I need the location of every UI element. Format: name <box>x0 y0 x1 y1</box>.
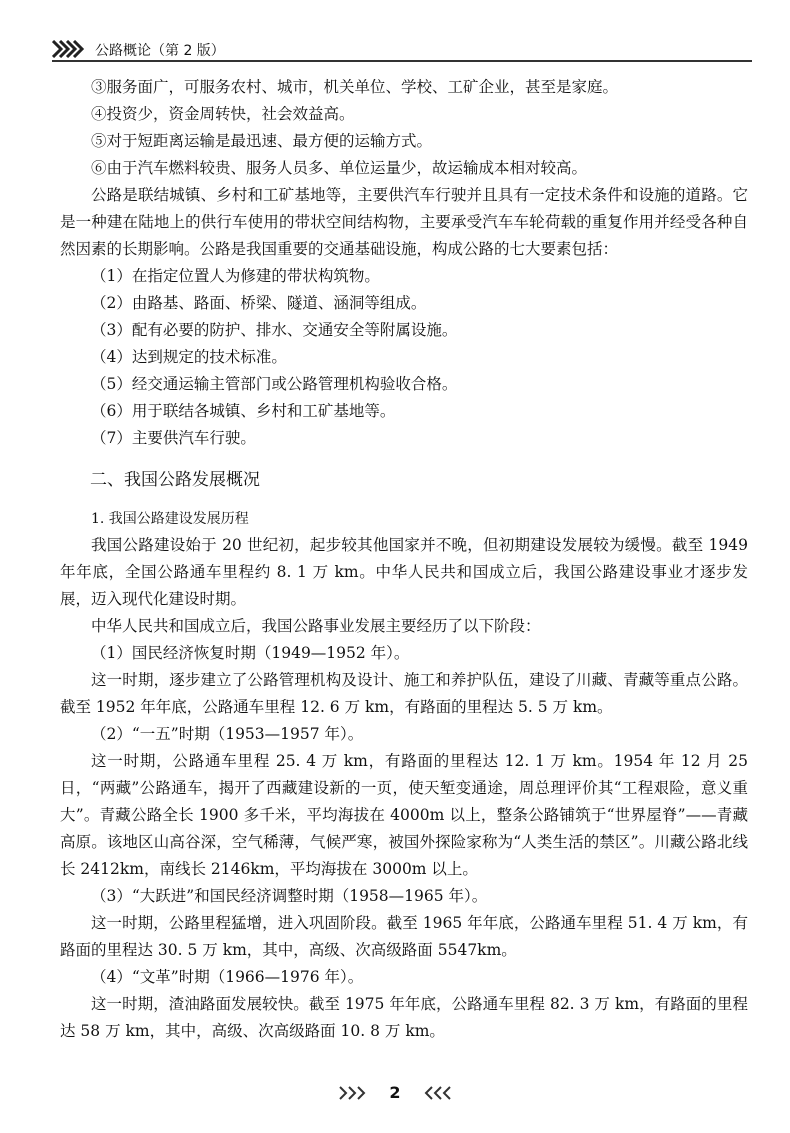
list-item: （7）主要供汽车行驶。 <box>91 429 256 447</box>
list-item: ③服务面广，可服务农村、城市，机关单位、学校、工矿企业，甚至是家庭。 <box>91 78 619 96</box>
running-header <box>52 38 752 62</box>
section-heading: 二、我国公路发展概况 <box>90 470 260 490</box>
triple-chevron-left-icon <box>418 1086 452 1100</box>
list-item: ⑥由于汽车燃料较贵、服务人员多、单位运量少，故运输成本相对较高。 <box>91 159 588 177</box>
list-item: （6）用于联结各城镇、乡村和工矿基地等。 <box>91 402 396 420</box>
double-chevron-right-icon <box>52 40 90 58</box>
paragraph: 这一时期，公路通车里程 25. 4 万 km，有路面的里程达 12. 1 万 km。1954 年 12 月 25 日，“两藏”公路通车，揭开了西藏建设新的一页，使天堑变通途，周总理评价其“工程艰险，意义重大”。青藏公路全长 1900 多千米，平均海拔在 4000m 以上，整条公路铺筑于“世界屋脊”——青藏高原。该地区山高谷深，空气稀薄，气候严寒，被国外探险家称为“人类生活的禁区”。川藏公路北线长 2412km，南线长 2146km，平均海拔在 3000m 以上。 <box>60 752 748 878</box>
list-item: （2）由路基、路面、桥梁、隧道、涵洞等组成。 <box>91 294 427 312</box>
paragraph: 这一时期，渣油路面发展较快。截至 1975 年年底，公路通车里程 82. 3 万 km，有路面的里程达 58 万 km，其中，高级、次高级路面 10. 8 万 km。 <box>60 995 748 1040</box>
list-item: ⑤对于短距离运输是最迅速、最方便的运输方式。 <box>91 132 433 150</box>
list-item: （4）达到规定的技术标准。 <box>91 348 287 366</box>
list-item: （3）配有必要的防护、排水、交通安全等附属设施。 <box>91 321 458 339</box>
stage-heading: （2）“一五”时期（1953—1957 年）。 <box>91 725 364 743</box>
stage-heading: （1）国民经济恢复时期（1949—1952 年）。 <box>91 644 410 662</box>
paragraph: 中华人民共和国成立后，我国公路事业发展主要经历了以下阶段： <box>91 617 541 635</box>
list-item: ④投资少，资金周转快，社会效益高。 <box>91 105 355 123</box>
subsection-heading: 1. 我国公路建设发展历程 <box>91 511 249 527</box>
paragraph: 这一时期，逐步建立了公路管理机构及设计、施工和养护队伍，建设了川藏、青藏等重点公路。截至 1952 年年底，公路通车里程 12. 6 万 km，有路面的里程达 5. 5 万 km。 <box>60 671 748 716</box>
book-title: 公路概论（第 2 版） <box>95 43 225 59</box>
list-item: （1）在指定位置人为修建的带状构筑物。 <box>91 267 380 285</box>
stage-heading: （4）“文革”时期（1966—1976 年）。 <box>91 968 364 986</box>
page-body <box>60 74 748 1045</box>
paragraph: 我国公路建设始于 20 世纪初，起步较其他国家并不晚，但初期建设发展较为缓慢。截至 1949 年年底，全国公路通车里程约 8. 1 万 km。中华人民共和国成立后，我国公路建设事业才逐步发展，迈入现代化建设时期。 <box>60 536 748 608</box>
paragraph: 公路是联结城镇、乡村和工矿基地等，主要供汽车行驶并且具有一定技术条件和设施的道路。它是一种建在陆地上的供行车使用的带状空间结构物，主要承受汽车车轮荷载的重复作用并经受各种自然因素的长期影响。公路是我国重要的交通基础设施，构成公路的七大要素包括： <box>60 186 748 258</box>
list-item: （5）经交通运输主管部门或公路管理机构验收合格。 <box>91 375 458 393</box>
triple-chevron-right-icon <box>338 1086 372 1100</box>
page-number: 2 <box>389 1083 401 1102</box>
paragraph: 这一时期，公路里程猛增，进入巩固阶段。截至 1965 年年底，公路通车里程 51. 4 万 km，有路面的里程达 30. 5 万 km，其中，高级、次高级路面 5547km。 <box>60 914 748 959</box>
stage-heading: （3）“大跃进”和国民经济调整时期（1958—1965 年）。 <box>91 887 488 905</box>
page-footer <box>0 1082 790 1102</box>
header-rule <box>52 60 752 62</box>
